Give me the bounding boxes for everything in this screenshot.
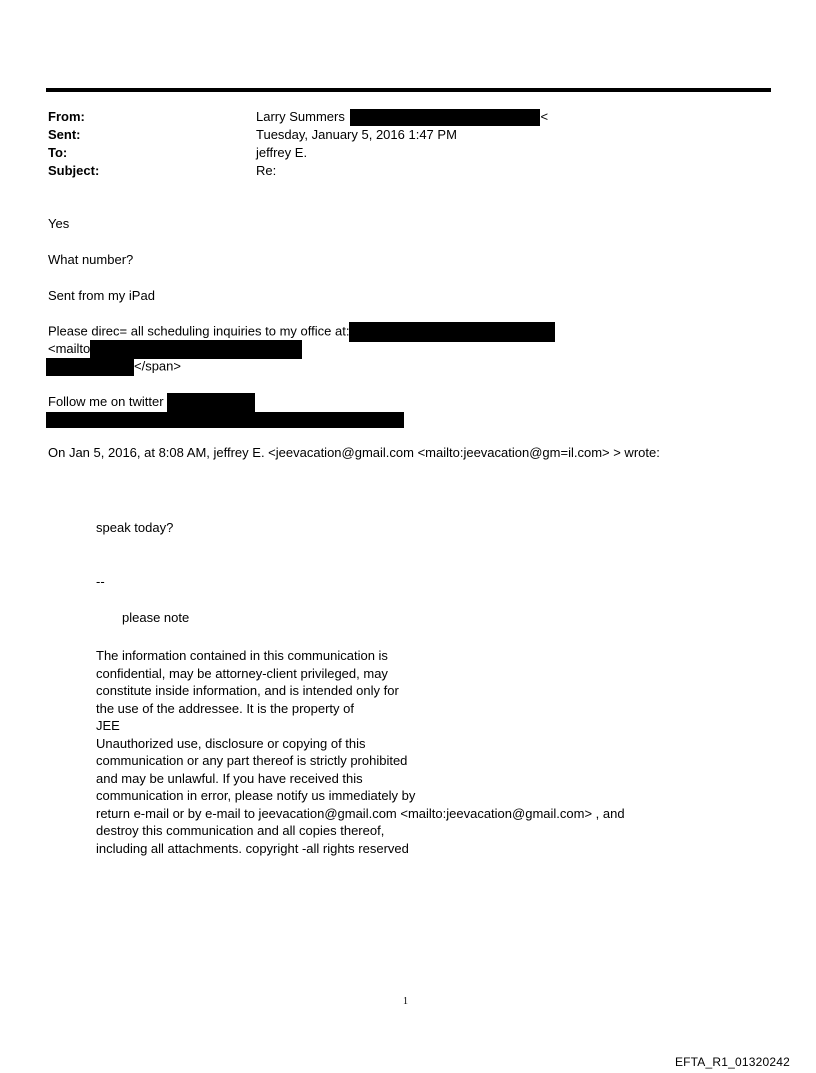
sender-name: Larry Summers: [256, 109, 345, 124]
document-id: EFTA_R1_01320242: [674, 1055, 790, 1069]
from-value: [256, 108, 548, 126]
disclaimer-line: constitute inside information, and is intended only for: [96, 683, 399, 698]
mailto-prefix: <mailto: [48, 340, 91, 356]
sent-from-signature: Sent from my iPad: [48, 288, 155, 303]
scheduling-text: Please direc= all scheduling inquiries to my office at:: [48, 323, 350, 339]
disclaimer-line: and may be unlawful. If you have received this: [96, 770, 363, 786]
from-label: From:: [48, 109, 85, 124]
quoted-separator: --: [96, 574, 105, 589]
span-close-text: </span>: [134, 358, 181, 374]
disclaimer-line: including all attachments. copyright -all rights reserved: [96, 840, 409, 856]
reply-yes: Yes: [48, 216, 70, 231]
twitter-text: Follow me on twitter: [48, 393, 164, 409]
disclaimer-line: Unauthorized use, disclosure or copying of this: [96, 735, 366, 751]
sent-label: Sent:: [48, 127, 81, 142]
redaction-office-email: [349, 322, 555, 342]
from-suffix: <: [540, 109, 549, 124]
disclaimer-line: communication in error, please notify us immediately by: [96, 788, 416, 803]
disclaimer-line: The information contained in this communication is: [96, 648, 388, 663]
redaction-twitter-link: [46, 412, 404, 428]
disclaimer-line: JEE: [96, 718, 120, 733]
disclaimer-line: communication or any part thereof is strictly prohibited: [96, 753, 408, 768]
redaction-mailto-address: [90, 340, 302, 359]
disclaimer-line: return e-mail or by e-mail to jeevacation@gmail.com <mailto:jeevacation@gmail.com> , and: [96, 805, 625, 821]
redaction-sender-email: [350, 109, 540, 126]
quote-intro: On Jan 5, 2016, at 8:08 AM, jeffrey E. <jeevacation@gmail.com <mailto:jeevacation@gm=il.com> > wrote:: [48, 445, 660, 460]
sent-value: Tuesday, January 5, 2016 1:47 PM: [256, 127, 457, 142]
disclaimer-line: confidential, may be attorney-client privileged, may: [96, 665, 388, 681]
reply-what-number: What number?: [48, 252, 134, 267]
span-close-line: [46, 358, 181, 376]
mailto-line: [48, 340, 302, 359]
subject-value: Re:: [256, 163, 277, 178]
redaction-twitter-handle: [167, 393, 255, 412]
page-number: 1: [403, 996, 408, 1007]
disclaimer-line: the use of the addressee. It is the property of: [96, 700, 354, 716]
twitter-line: [48, 393, 255, 412]
email-header: [48, 108, 548, 180]
header-divider: [46, 88, 771, 92]
disclaimer-line: destroy this communication and all copies thereof,: [96, 823, 385, 838]
redaction-span-prefix: [46, 358, 134, 376]
to-value: jeffrey E.: [256, 145, 308, 160]
scheduling-line: [48, 322, 555, 342]
to-label: To:: [48, 145, 68, 160]
quoted-question: speak today?: [96, 520, 174, 535]
please-note: please note: [122, 610, 190, 625]
confidentiality-disclaimer: [96, 647, 625, 857]
subject-label: Subject:: [48, 163, 100, 178]
